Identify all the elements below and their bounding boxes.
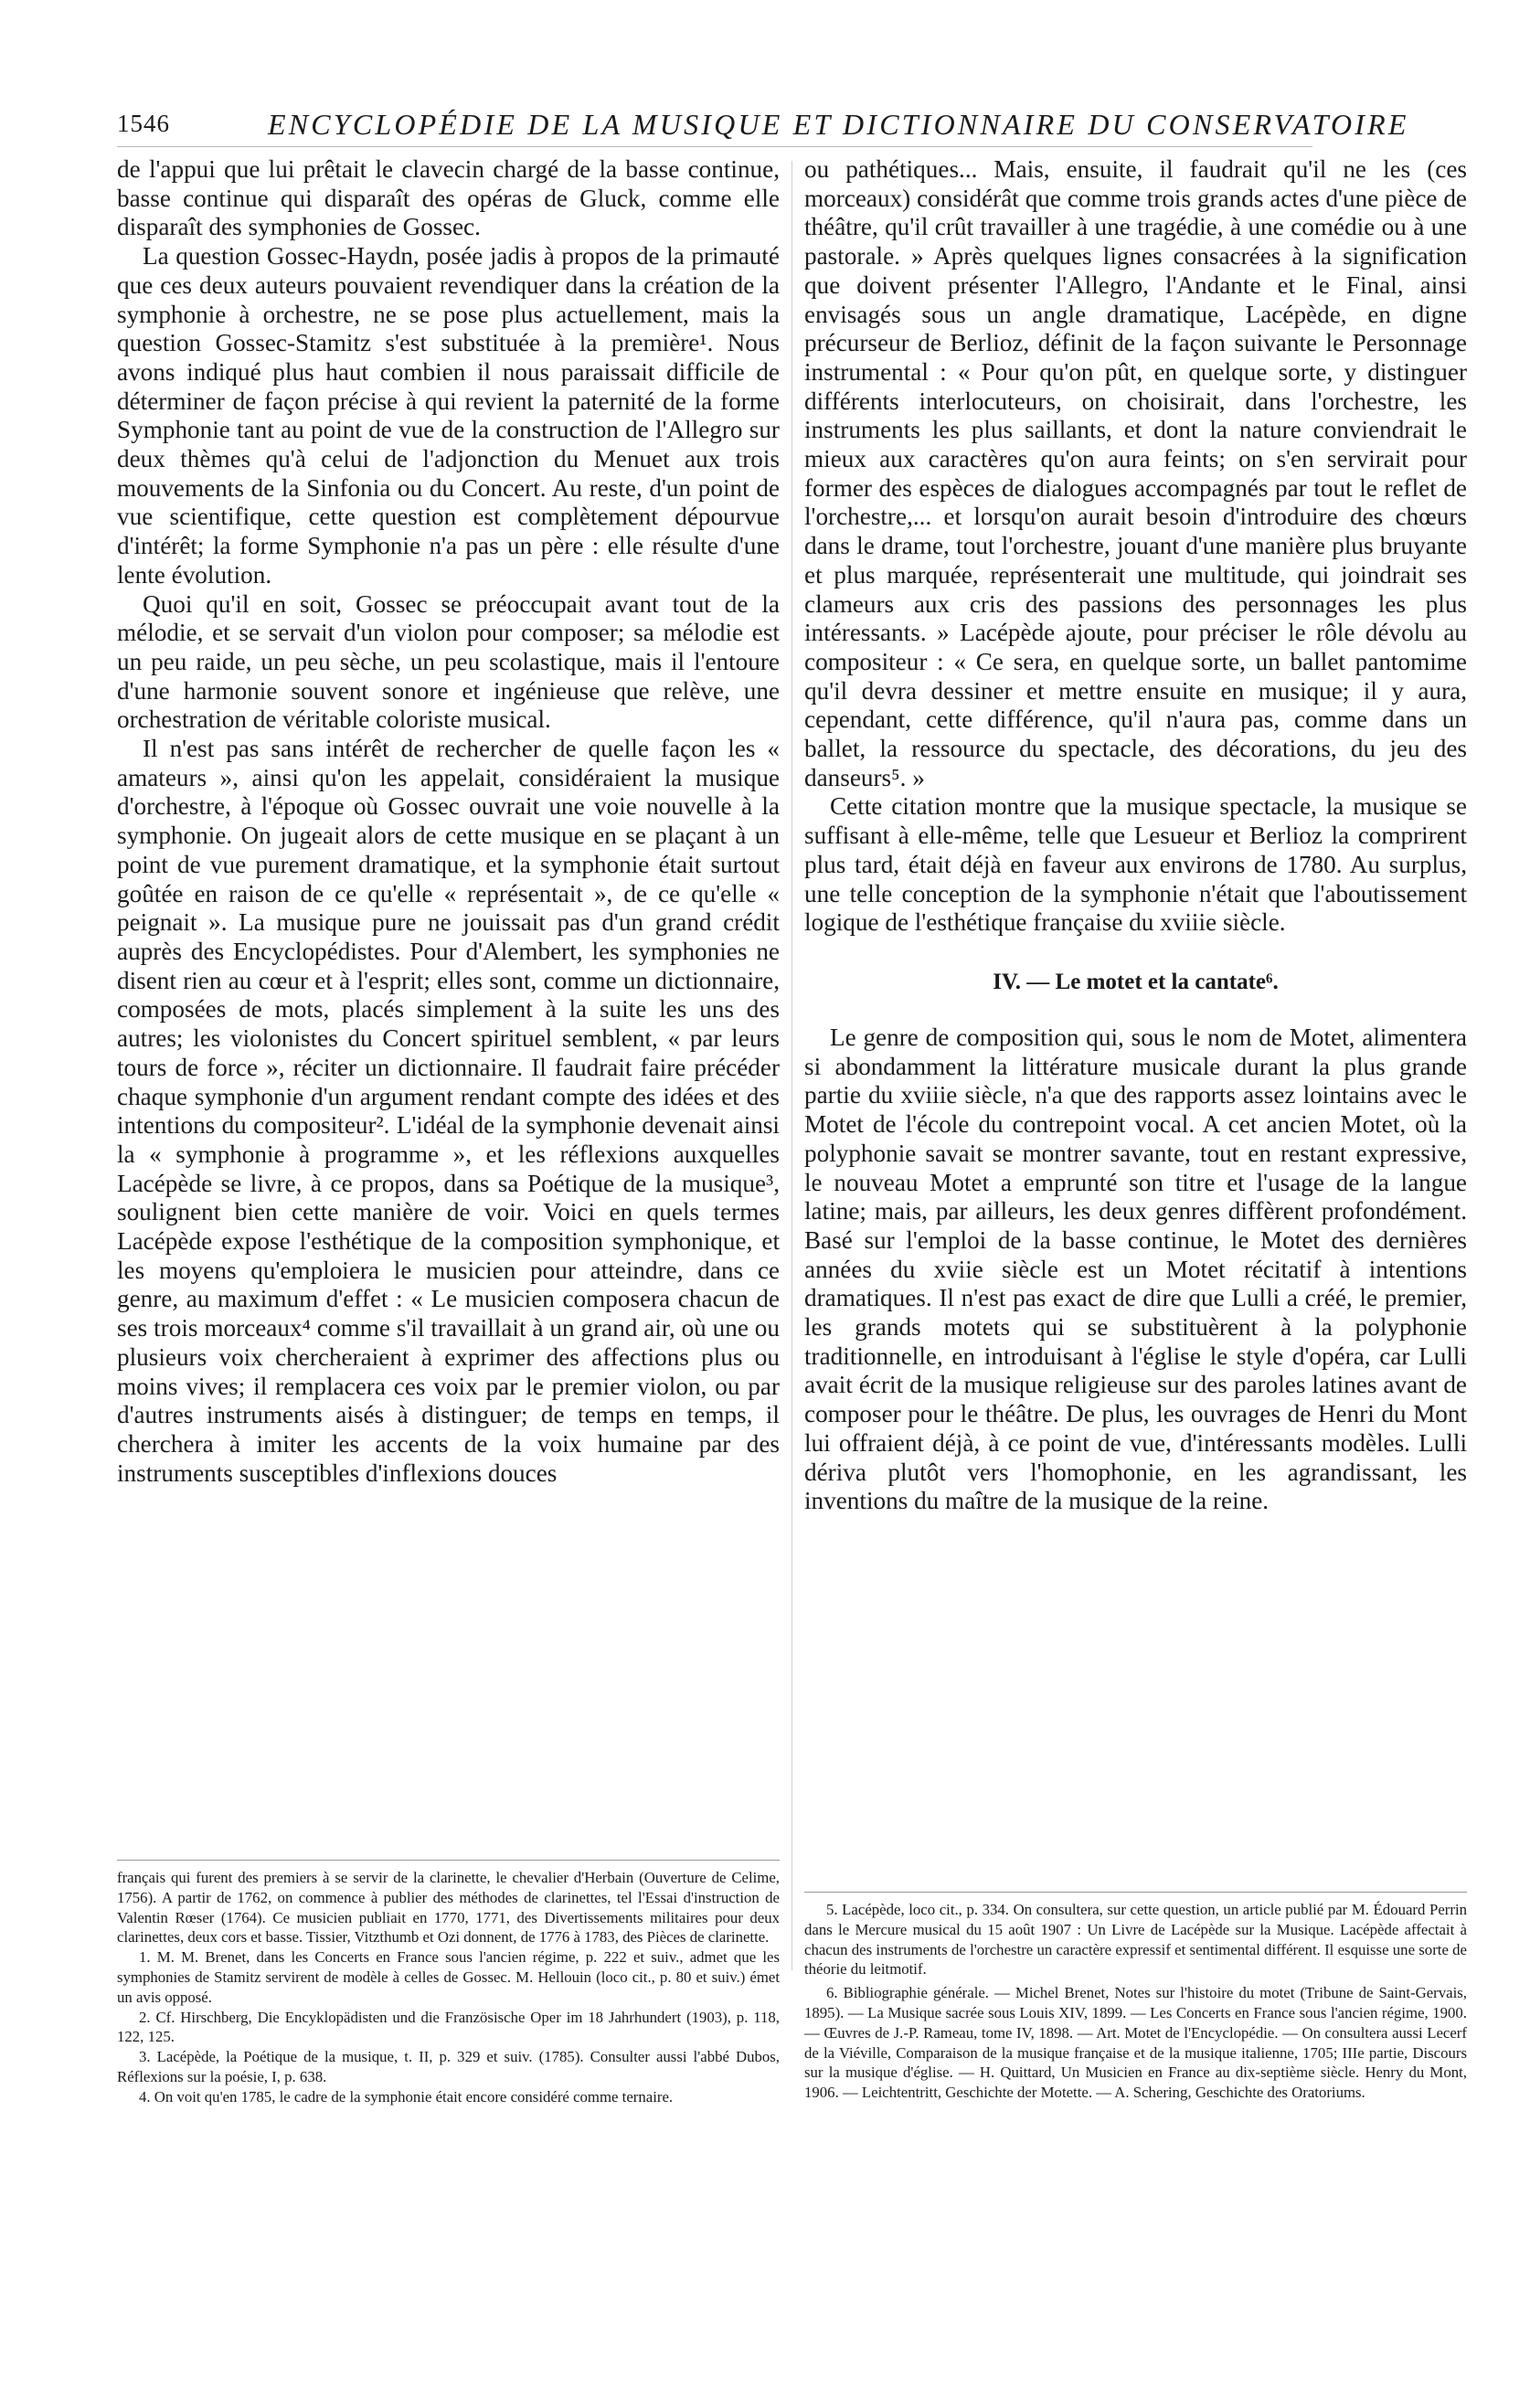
footnote-rule: [804, 1892, 1467, 1893]
footnote-rule: [117, 1860, 780, 1861]
body-paragraph: de l'appui que lui prêtait le clavecin chargé de la basse continue, basse continue qui disparaît des opéras de Gluck, comme elle disparaît des symphonies de Gossec.: [117, 155, 780, 241]
header-rule: [117, 146, 1312, 147]
footnote: 2. Cf. Hirschberg, Die Encyklopädisten und die Französische Oper im 18 Jahrhundert (1903), p. 118, 122, 125.: [117, 2008, 780, 2046]
footnotes-left: [117, 1860, 780, 2107]
footnotes-right: [804, 1892, 1467, 2103]
body-paragraph: La question Gossec-Haydn, posée jadis à propos de la primauté que ces deux auteurs pouvaient revendiquer dans la création de la symphonie à orchestre, ne se pose plus actuellement, mais la question Gossec-Stamitz s'est substituée à la première¹. Nous avons indiqué plus haut combien il nous paraissait difficile de déterminer de façon précise à qui revient la paternité de la forme Symphonie tant au point de vue de la construction de l'Allegro sur deux thèmes qu'à celui de l'adjonction du Menuet aux trois mouvements de la Sinfonia ou du Concert. Au reste, d'un point de vue scientifique, cette question est complètement dépourvue d'intérêt; la forme Symphonie n'a pas un père : elle résulte d'une lente évolution.: [117, 242, 780, 589]
page-number: 1546: [117, 110, 170, 137]
body-paragraph: Il n'est pas sans intérêt de rechercher de quelle façon les « amateurs », ainsi qu'on les appelait, considéraient la musique d'orchestre, à l'époque où Gossec ouvrait une voie nouvelle à la symphonie. On jugeait alors de cette musique en se plaçant à un point de vue purement dramatique, et la symphonie était surtout goûtée en raison de ce qu'elle « représentait », de ce qu'elle « peignait ». La musique pure ne jouissait pas d'un grand crédit auprès des Encyclopédistes. Pour d'Alembert, les symphonies ne disent rien au cœur et à l'esprit; elles sont, comme un dictionnaire, composées de mots, placés simplement à la suite les uns des autres; les violonistes du Concert spirituel semblent, « par leurs tours de force », réciter un dictionnaire. Il faudrait faire précéder chaque symphonie d'un argument rendant compte des idées et des intentions du compositeur². L'idéal de la symphonie devenait ainsi la « symphonie à programme », et les réflexions auxquelles Lacépède se livre, à ce propos, dans sa Poétique de la musique³, soulignent bien cette manière de voir. Voici en quels termes Lacépède expose l'esthétique de la composition symphonique, et les moyens qu'emploiera le musicien pour atteindre, dans ce genre, au maximum d'effet : « Le musicien composera chacun de ses trois morceaux⁴ comme s'il travaillait à un grand air, où une ou plusieurs voix chercheraient à exprimer des affections plus ou moins vives; il remplacera ces voix par le premier violon, ou par d'autres instruments aisés à distinguer; de temps en temps, il cherchera à imiter les accents de la voix humaine par des instruments susceptibles d'inflexions douces: [117, 735, 780, 1487]
section-heading-text: IV. — Le motet et la cantate⁶.: [993, 969, 1279, 994]
footnote: 1. M. M. Brenet, dans les Concerts en France sous l'ancien régime, p. 222 et suiv., admet que les symphonies de Stamitz servirent de modèle à celles de Gossec. M. Hellouin (loco cit., p. 80 et suiv.) émet un avis opposé.: [117, 1948, 780, 2006]
body-paragraph: Le genre de composition qui, sous le nom de Motet, alimentera si abondamment la littérature musicale durant la plus grande partie du xviiie siècle, n'a que des rapports assez lointains avec le Motet de l'école du contrepoint vocal. A cet ancien Motet, où la polyphonie savait se montrer savante, tout en restant expressive, le nouveau Motet a emprunté son titre et l'usage de la langue latine; mais, par ailleurs, les deux genres diffèrent profondément. Basé sur l'emploi de la basse continue, le Motet des dernières années du xviie siècle est un Motet récitatif à intentions dramatiques. Il n'est pas exact de dire que Lulli a créé, le premier, les grands motets qui se substituèrent à la polyphonie traditionnelle, en introduisant à l'église le style d'opéra, car Lulli avait écrit de la musique religieuse sur des paroles latines avant de composer pour le théâtre. De plus, les ouvrages de Henri du Mont lui offraient déjà, à ce point de vue, d'intéressants modèles. Lulli dériva plutôt vers l'homophonie, en les agrandissant, les inventions du maître de la musique de la reine.: [804, 1023, 1467, 1515]
left-column: [117, 155, 780, 1488]
right-column: [804, 155, 1467, 1516]
footnote: 6. Bibliographie générale. — Michel Brenet, Notes sur l'histoire du motet (Tribune de Saint-Gervais, 1895). — La Musique sacrée sous Louis XIV, 1899. — Les Concerts en France sous l'ancien régime, 1900. — Œuvres de J.-P. Rameau, tome IV, 1898. — Art. Motet de l'Encyclopédie. — On consultera aussi Lecerf de la Viéville, Comparaison de la musique française et de la musique italienne, 1705; IIIe partie, Discours sur la musique d'église. — H. Quittard, Un Musicien en France au dix-septième siècle. Henry du Mont, 1906. — Leichtentritt, Geschichte der Motette. — A. Schering, Geschichte des Oratoriums.: [804, 1984, 1467, 2102]
footnote: 3. Lacépède, la Poétique de la musique, t. II, p. 329 et suiv. (1785). Consulter aussi l'abbé Dubos, Réflexions sur la poésie, I, p. 638.: [117, 2048, 780, 2085]
section-heading: [804, 969, 1467, 996]
footnote: 5. Lacépède, loco cit., p. 334. On consultera, sur cette question, un article publié par M. Édouard Perrin dans le Mercure musical du 15 août 1907 : Un Livre de Lacépède sur la Musique. Lacépède affectait à chacun des instruments de l'orchestre un caractère expressif et sentimental différent. Il esquisse une sorte de théorie du leitmotif.: [804, 1901, 1467, 1978]
body-paragraph: ou pathétiques... Mais, ensuite, il faudrait qu'il ne les (ces morceaux) considérât que comme trois grands actes d'une pièce de théâtre, qu'il crût travailler à une tragédie, à une comédie ou à une pastorale. » Après quelques lignes consacrées à la signification que doivent présenter l'Allegro, l'Andante et le Final, ainsi envisagés sous un angle dramatique, Lacépède, en digne précurseur de Berlioz, définit de la façon suivante le Personnage instrumental : « Pour qu'on pût, en quelque sorte, y distinguer différents interlocuteurs, on choisirait, dans l'orchestre, les instruments les plus saillants, et dont la nature conviendrait le mieux aux caractères qu'on aura feints; on s'en servirait pour former des espèces de dialogues accompagnés par tout le reflet de l'orchestre,... et lorsqu'on aurait besoin d'introduire des chœurs dans le drame, tout l'orchestre, jouant d'une manière plus bruyante et plus marquée, représenterait une multitude, qui joindrait ses clameurs aux cris des passions des personnages les plus intéressants. » Lacépède ajoute, pour préciser le rôle dévolu au compositeur : « Ce sera, en quelque sorte, un ballet pantomime qu'il devra dessiner et mettre ensuite en musique; il y aura, cependant, cette différence, qu'il n'aura pas, comme dans un ballet, la ressource du spectacle, des décorations, du jeu des danseurs⁵. »: [804, 155, 1467, 791]
body-paragraph: Quoi qu'il en soit, Gossec se préoccupait avant tout de la mélodie, et se servait d'un violon pour composer; sa mélodie est un peu raide, un peu sèche, un peu scolastique, mais il l'entoure d'une harmonie souvent sonore et ingénieuse que relève, une orchestration de véritable coloriste musical.: [117, 589, 780, 734]
running-header: [117, 108, 1409, 148]
body-paragraph: Cette citation montre que la musique spectacle, la musique se suffisant à elle-même, telle que Lesueur et Berlioz la comprirent plus tard, était déjà en faveur aux environs de 1780. Au surplus, une telle conception de la symphonie n'était que l'aboutissement logique de l'esthétique française du xviiie siècle.: [804, 792, 1467, 937]
running-title: ENCYCLOPÉDIE DE LA MUSIQUE ET DICTIONNAIRE DU CONSERVATOIRE: [268, 108, 1409, 141]
footnote: français qui furent des premiers à se servir de la clarinette, le chevalier d'Herbain (Ouverture de Celime, 1756). A partir de 1762, on commence à publier des méthodes de clarinettes, tel l'Essai d'instruction de Valentin Rœser (1764). Ce musicien publiait en 1770, 1771, des Divertissements militaires pour deux clarinettes, deux cors et basse. Tissier, Vitzthumb et Ozi donnent, de 1776 à 1783, des Pièces de clarinette.: [117, 1869, 780, 1947]
footnote: 4. On voit qu'en 1785, le cadre de la symphonie était encore considéré comme ternaire.: [139, 2087, 674, 2106]
